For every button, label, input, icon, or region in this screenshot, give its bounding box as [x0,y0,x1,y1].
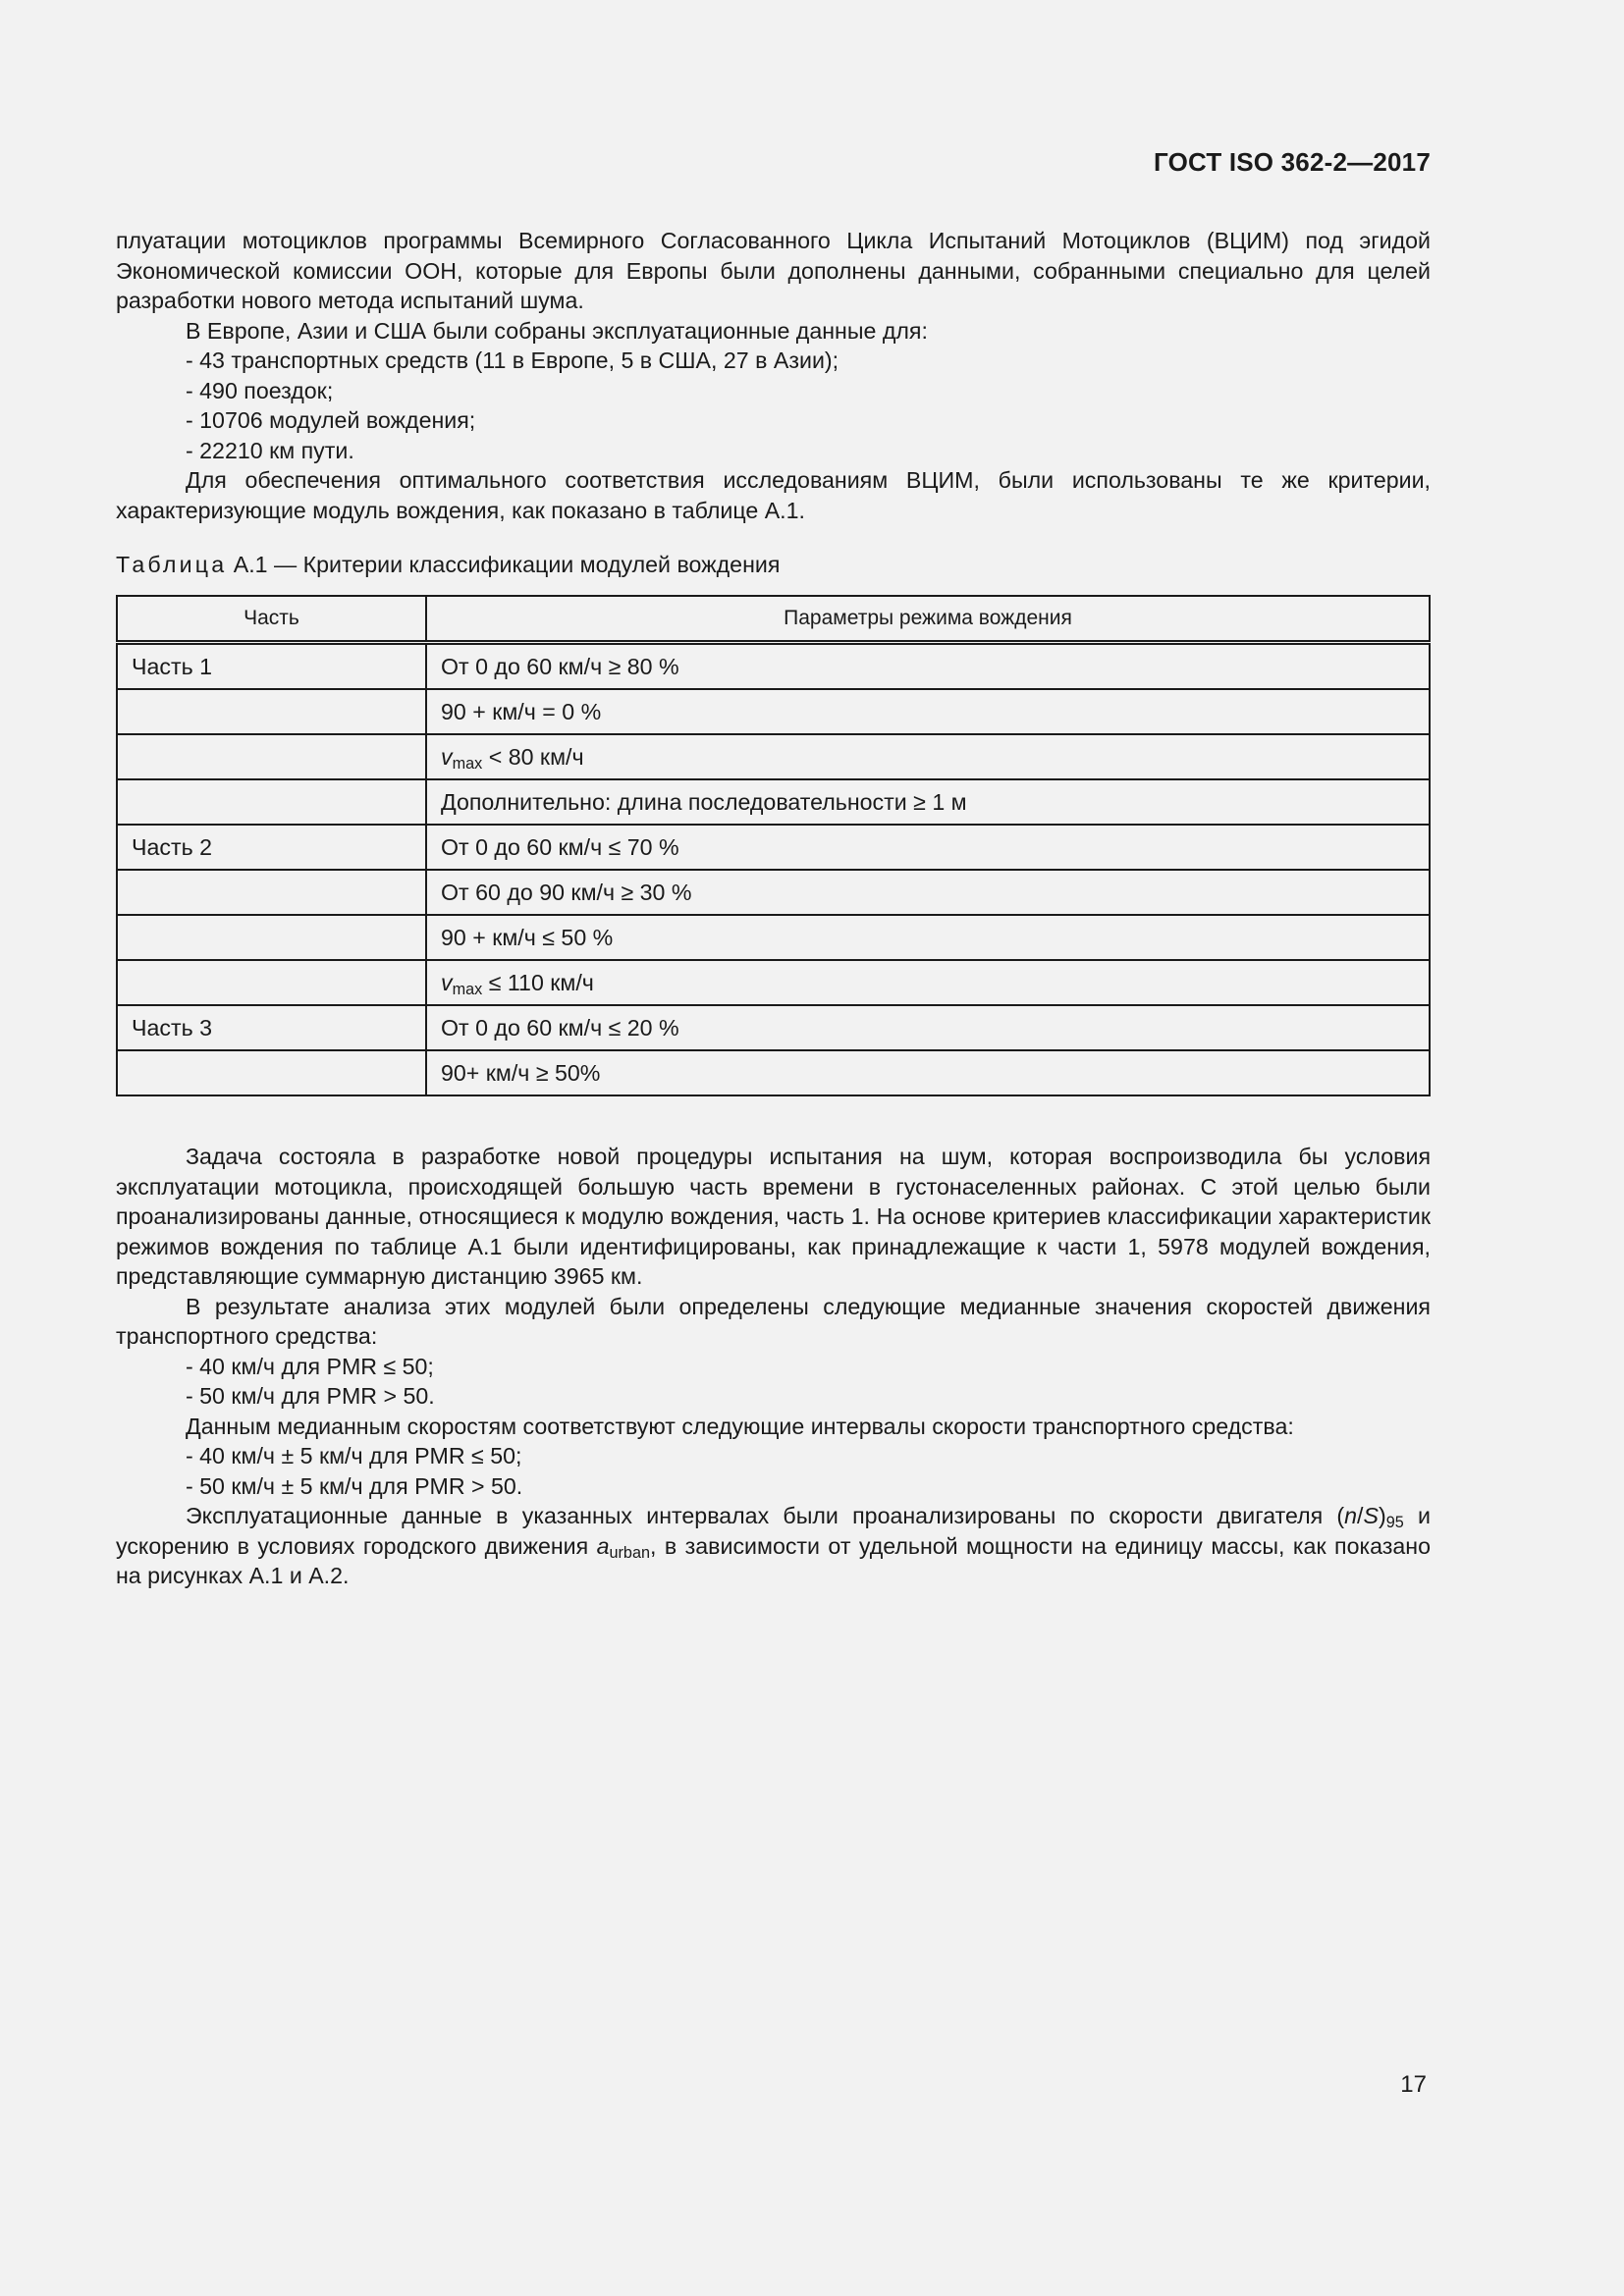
criteria-table [116,595,1431,1096]
param-value: < 80 км/ч [482,743,584,770]
list-item: - 10706 модулей вождения; [186,407,476,433]
paragraph: плуатации мотоциклов программы Всемирного Согласованного Цикла Испытаний Мотоциклов (ВЦИМ) под эгидой Экономической комиссии ООН, которые для Европы были дополнены данными, собранными специально для целей разработки нового метода испытаний шума. [116,228,1431,313]
subscript-urban: urban [609,1543,651,1562]
paragraph: В Европе, Азии и США были собраны эксплуатационные данные для: [186,317,928,344]
paragraph: В результате анализа этих модулей были определены следующие медианные значения скоростей движения транспортного средства: [116,1293,1431,1349]
paragraph: Задача состояла в разработке новой процедуры испытания на шум, которая воспроизводила бы условия эксплуатации мотоцикла, происходящей большую часть времени в густонаселенных районах. С этой целью были проанализированы данные, относящиеся к модулю вождения, часть 1. На основе критериев классификации характеристик режимов вождения по таблице А.1 были идентифицированы, как принадлежащие к части 1, 5978 модулей вождения, представляющие суммарную дистанцию 3965 км. [116,1144,1431,1289]
list-item: - 40 км/ч ± 5 км/ч для PMR ≤ 50; [186,1443,522,1468]
table-header-row [117,596,1430,643]
param-cell: От 0 до 60 км/ч ≤ 20 % [426,1005,1430,1050]
vmax-subscript: max [452,980,483,998]
table-row [117,960,1430,1005]
param-cell [426,960,1430,1005]
column-header-parameters: Параметры режима вождения [426,596,1430,643]
table-caption [116,550,780,579]
part-cell: Часть 3 [117,1005,426,1050]
param-cell: 90 + км/ч = 0 % [426,689,1430,734]
text-run: Эксплуатационные данные в указанных интервалах были проанализированы по скорости двигателя ( [186,1503,1345,1528]
text-run: , в зависимости от удельной мощности на единицу массы, как показано на рисунках А.1 и А.2. [116,1532,1431,1588]
list-item: - 490 поездок; [186,377,334,403]
table-row [117,1050,1430,1095]
table-row [117,915,1430,960]
paragraph: Для обеспечения оптимального соответствия исследованиям ВЦИМ, были использованы те же критерии, характеризующие модуль вождения, как показано в таблице А.1. [116,467,1431,523]
part-cell [117,870,426,915]
param-cell: Дополнительно: длина последовательности ≥ 1 м [426,779,1430,825]
subscript-95: 95 [1385,1514,1404,1531]
part-cell [117,779,426,825]
part-cell [117,689,426,734]
param-cell [426,734,1430,779]
part-cell [117,734,426,779]
vmax-symbol: v [441,969,453,995]
param-cell: От 0 до 60 км/ч ≥ 80 % [426,643,1430,690]
part-cell: Часть 2 [117,825,426,870]
table-row [117,689,1430,734]
table-row [117,870,1430,915]
column-header-part: Часть [117,596,426,643]
part-cell: Часть 1 [117,643,426,690]
table-row [117,734,1430,779]
param-cell: 90 + км/ч ≤ 50 % [426,915,1430,960]
symbol-a: a [596,1532,610,1559]
table-caption-title: А.1 — Критерии классификации модулей вождения [227,552,781,577]
symbol-n: n [1344,1503,1358,1528]
param-cell: От 0 до 60 км/ч ≤ 70 % [426,825,1430,870]
table-row [117,825,1430,870]
part-cell [117,1050,426,1095]
page-number: 17 [1400,2071,1427,2098]
text-run: ) [1378,1503,1386,1528]
symbol-s: S [1363,1503,1379,1528]
vmax-subscript: max [452,754,483,773]
table-row [117,643,1430,690]
list-item: - 22210 км пути. [186,437,354,463]
text-run: и ускорению в условиях городского движения [116,1503,1431,1559]
document-code-header: ГОСТ ISO 362-2—2017 [1153,147,1431,177]
list-item: - 50 км/ч ± 5 км/ч для PMR > 50. [186,1472,523,1499]
list-item: - 50 км/ч для PMR > 50. [186,1383,435,1409]
part-cell [117,960,426,1005]
part-cell [117,915,426,960]
vmax-symbol: v [441,743,453,770]
table-row [117,779,1430,825]
table-row [117,1005,1430,1050]
param-cell: От 60 до 90 км/ч ≥ 30 % [426,870,1430,915]
text-run: / [1357,1503,1364,1528]
analysis-text-block [116,1142,1431,1591]
list-item: - 40 км/ч для PMR ≤ 50; [186,1353,434,1379]
paragraph: Данным медианным скоростям соответствуют следующие интервалы скорости транспортного средства: [186,1413,1294,1439]
param-value: ≤ 110 км/ч [482,969,594,995]
table-caption-label: Таблица [116,552,228,577]
intro-text-block [116,226,1431,525]
param-cell: 90+ км/ч ≥ 50% [426,1050,1430,1095]
paragraph [116,1501,1431,1591]
list-item: - 43 транспортных средств (11 в Европе, 5 в США, 27 в Азии); [186,347,839,373]
